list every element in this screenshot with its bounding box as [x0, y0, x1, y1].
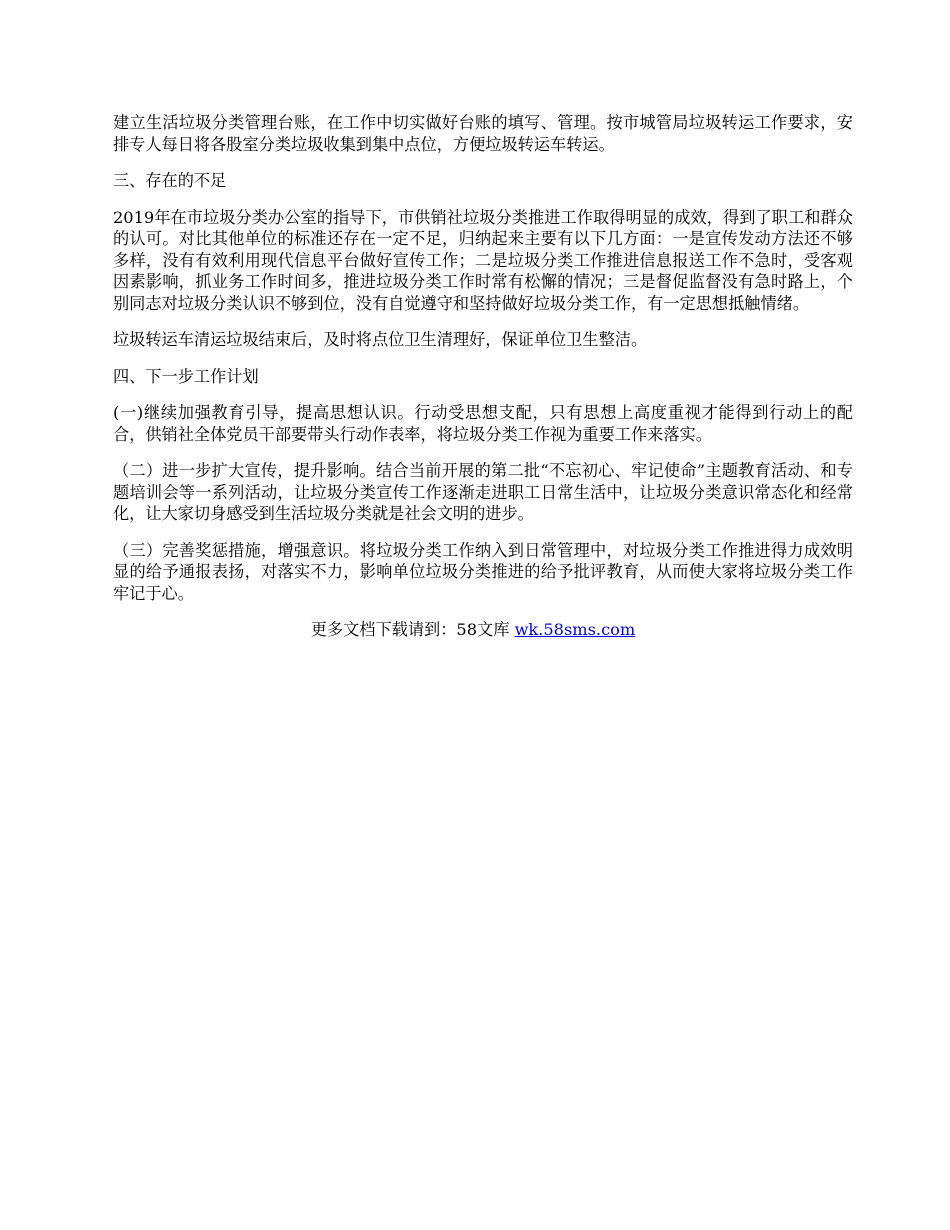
footer-link[interactable]: wk.58sms.com: [514, 620, 636, 639]
paragraph-plan-3: （三）完善奖惩措施，增强意识。将垃圾分类工作纳入到日常管理中，对垃圾分类工作推进得力成效明显的给予通报表扬，对落实不力，影响单位垃圾分类推进的给予批评教育，从而使大家将垃圾分类工作牢记于心。: [113, 540, 853, 603]
section-heading-shortcomings: 三、存在的不足: [113, 171, 227, 190]
footer-text: 更多文档下载请到：58文库: [310, 620, 515, 639]
paragraph-plan-2: （二）进一步扩大宣传，提升影响。结合当前开展的第二批“不忘初心、牢记使命”主题教育活动、和专题培训会等一系列活动，让垃圾分类宣传工作逐渐走进职工日常生活中，让垃圾分类意识常态化和经常化，让大家切身感受到生活垃圾分类就是社会文明的进步。: [113, 461, 853, 523]
document-page: [113, 112, 853, 641]
section-heading-next-plan: 四、下一步工作计划: [113, 366, 259, 386]
paragraph-shortcomings: 2019年在市垃圾分类办公室的指导下，市供销社垃圾分类推进工作取得明显的成效，得到了职工和群众的认可。对比其他单位的标准还存在一定不足，归纳起来主要有以下几方面：一是宣传发动方法还不够多样，没有有效利用现代信息平台做好宣传工作；二是垃圾分类工作推进信息报送工作不急时，受客观因素影响，抓业务工作时间多，推进垃圾分类工作时常有松懈的情况；三是督促监督没有急时路上，个别同志对垃圾分类认识不够到位，没有自觉遵守和坚持做好垃圾分类工作，有一定思想抵触情绪。: [113, 207, 853, 313]
paragraph-cleanup: 垃圾转运车清运垃圾结束后，及时将点位卫生清理好，保证单位卫生整洁。: [113, 330, 648, 349]
paragraph-ledger: 建立生活垃圾分类管理台账，在工作中切实做好台账的填写、管理。按市城管局垃圾转运工作要求，安排专人每日将各股室分类垃圾收集到集中点位，方便垃圾转运车转运。: [113, 113, 853, 154]
paragraph-plan-1: (一)继续加强教育引导，提高思想认识。行动受思想支配，只有思想上高度重视才能得到行动上的配合，供销社全体党员干部要带头行动作表率，将垃圾分类工作视为重要工作来落实。: [113, 403, 853, 444]
download-footer: [113, 619, 833, 641]
